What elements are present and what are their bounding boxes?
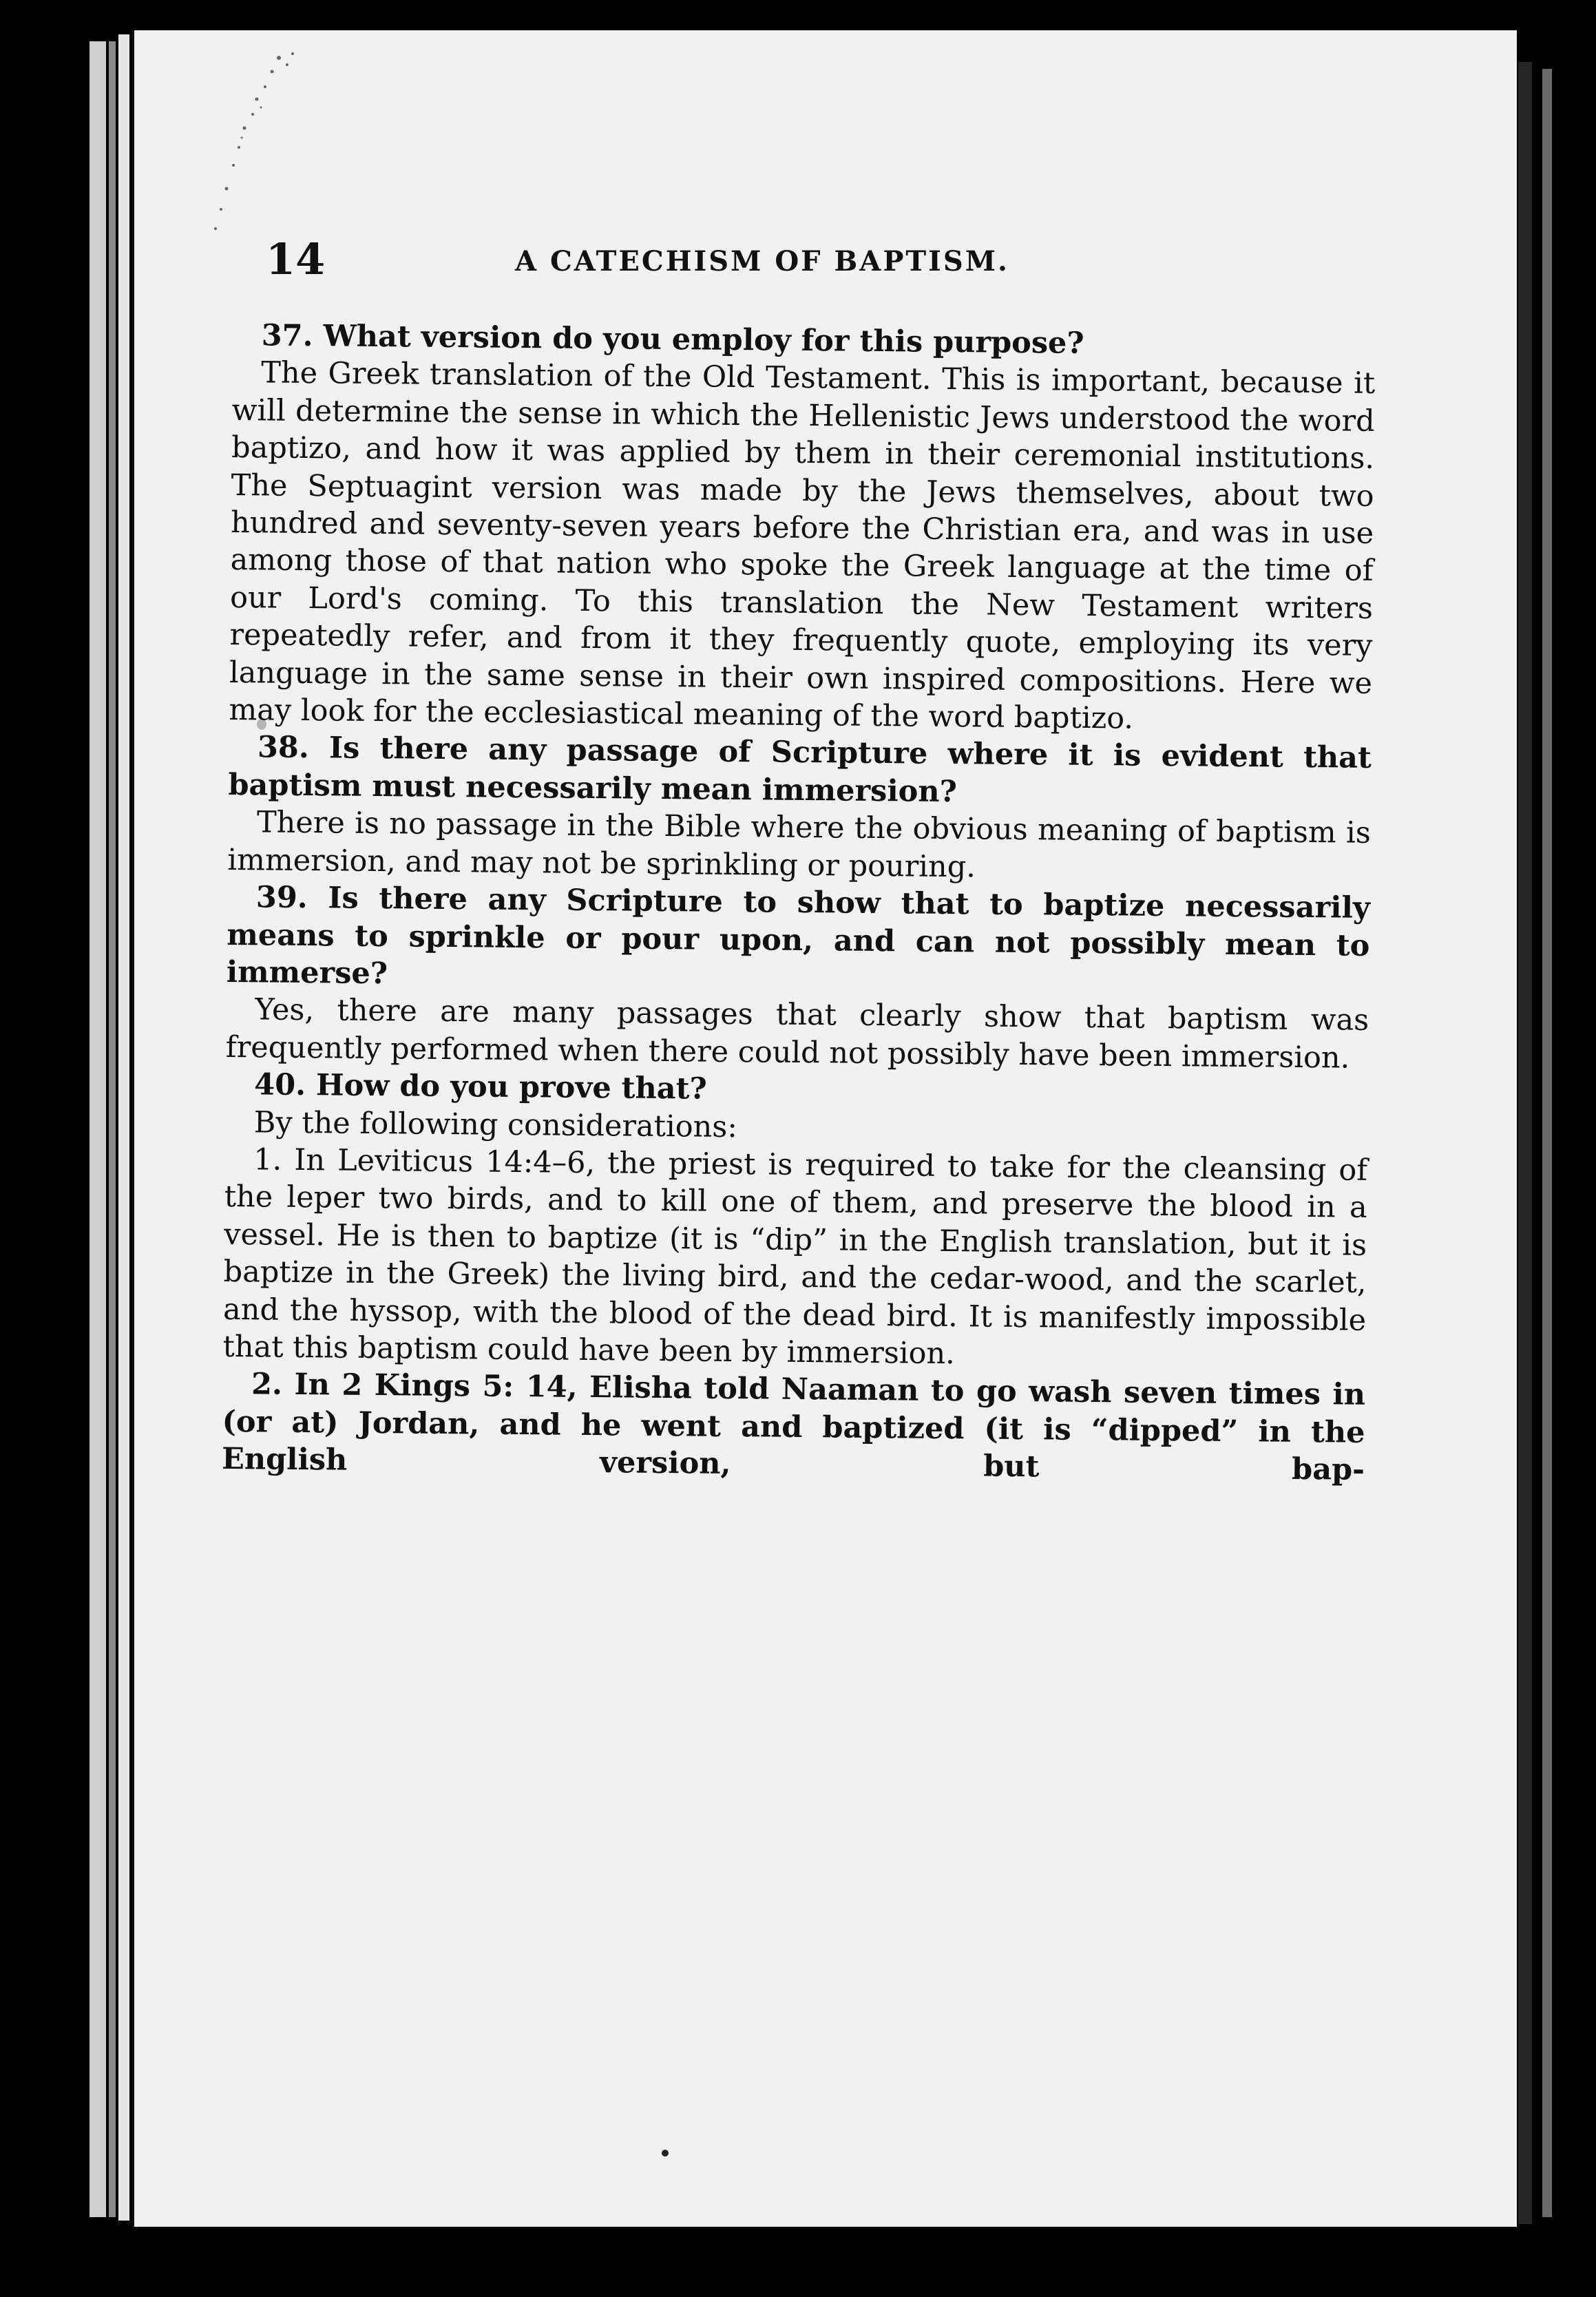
consideration-1: 1. In Leviticus 14:4–6, the priest is required to take for the cleansing of the leper two birds, and to kill one of them, and preserve the blood in a vessel. He is then to baptize (it is “dip” in the English translation, but it is baptize in the Greek) the living bird, and the cedar-wood, and the scarlet, and the hyssop, with the blood of the dead bird. It is manifestly impossible that this baptism could have been by immersion. — [222, 1142, 1368, 1372]
body-text — [222, 317, 1376, 1489]
answer-39: Yes, there are many passages that clearly show that baptism was frequently performed when there could not possibly have been immersion. — [225, 992, 1369, 1076]
book-edge-left-shadow — [109, 41, 116, 2217]
answer-37: The Greek translation of the Old Testament. This is important, because it will determine the sense in which the Hellenistic Jews understood the word baptizo, and how it was applied by them in their ceremonial institutions. The Septuagint version was made by the Jews themselves, about two hundred and seventy-seven years before the Christian era, and was in use among those of that nation who spoke the Greek language at the time of our Lord's coming. To this translation the New Testament writers repeatedly refer, and from it they frequently quote, employing its very language in the same sense in their own inspired compositions. Here we may look for the ecclesiastical meaning of the word baptizo. — [229, 355, 1376, 736]
book-edge-left-outer — [90, 41, 106, 2217]
question-39: 39. Is there any Scripture to show that to baptize necessarily means to sprinkle or pour upon, and can not possibly mean to immerse? — [226, 880, 1371, 992]
book-edge-right-outer — [1542, 69, 1552, 2217]
answer-40-intro: By the following considerations: — [253, 1104, 738, 1144]
page-header — [266, 234, 1367, 282]
running-title: A CATECHISM OF BAPTISM. — [515, 245, 1009, 277]
consideration-2: 2. In 2 Kings 5: 14, Elisha told Naaman to go wash seven times in (or at) Jordan, and he went and baptized (it is “dipped” in the English version, but bap- — [221, 1367, 1366, 1488]
answer-38: There is no passage in the Bible where the obvious meaning of baptism is immersion, and may not be sprinkling or pouring. — [227, 805, 1372, 885]
book-edge-left-inner — [118, 34, 129, 2221]
page-number: 14 — [266, 234, 326, 284]
question-40: 40. How do you prove that? — [254, 1067, 707, 1106]
paper-dot — [662, 2150, 669, 2157]
question-38: 38. Is there any passage of Scripture where it is evident that baptism must necessarily mean immersion? — [228, 730, 1372, 810]
book-edge-right-shadow — [1518, 62, 1532, 2224]
question-37: 37. What version do you employ for this purpose? — [261, 318, 1084, 361]
